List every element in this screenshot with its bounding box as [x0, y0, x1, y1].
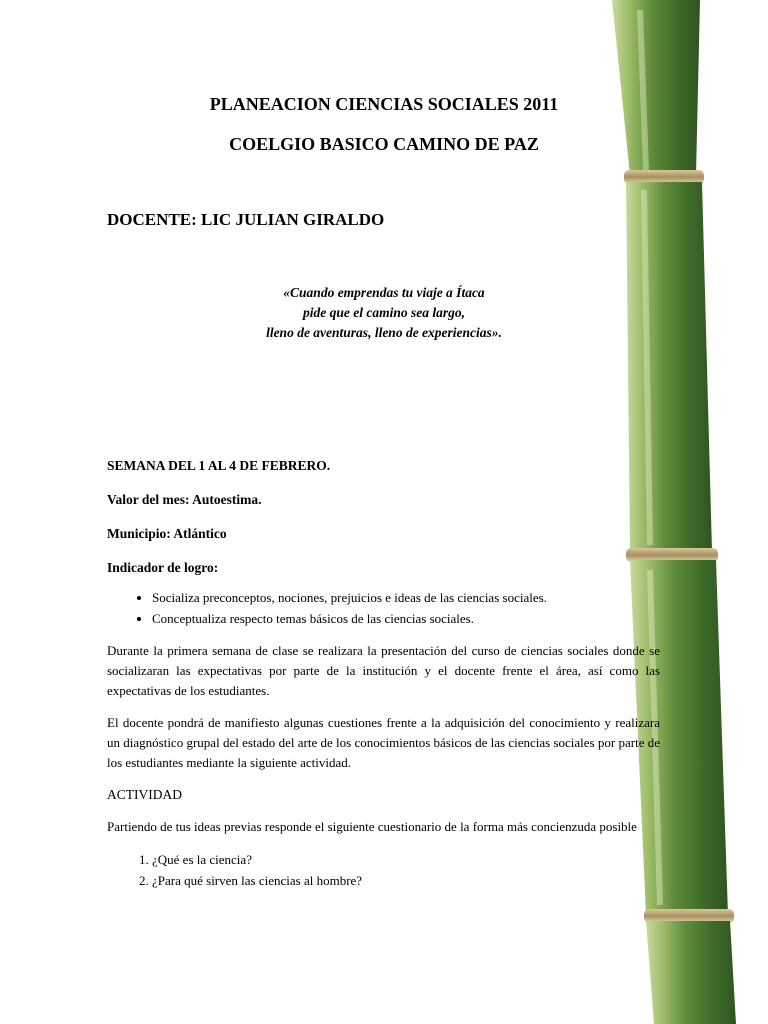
activity-heading: ACTIVIDAD — [107, 787, 182, 802]
paragraph-instructions: Partiendo de tus ideas previas responde el siguiente cuestionario de la forma más concienzuda posible — [107, 819, 637, 834]
quote-line: pide que el camino sea largo, — [303, 305, 465, 320]
teacher-name: DOCENTE: LIC JULIAN GIRALDO — [107, 210, 385, 229]
paragraph-diagnostic: El docente pondrá de manifiesto algunas cuestiones frente a la adquisición del conocimiento y realizara un diagnóstico grupal del estado del arte de los conocimientos básicos de las ciencias sociales por parte de los estudiantes mediante la siguiente actividad. — [107, 715, 660, 770]
quote-line: «Cuando emprendas tu viaje a Ítaca — [283, 285, 485, 300]
list-item: 2. ¿Para qué sirven las ciencias al hombre? — [152, 870, 660, 891]
question-list — [107, 849, 660, 891]
quote-line: lleno de aventuras, lleno de experiencias». — [266, 325, 502, 340]
list-item: • Socializa preconceptos, nociones, prejuicios e ideas de las ciencias sociales. — [152, 587, 660, 608]
school-name: COELGIO BASICO CAMINO DE PAZ — [229, 134, 539, 154]
municipality: Municipio: Atlántico — [107, 526, 227, 541]
value-of-month: Valor del mes: Autoestima. — [107, 492, 262, 507]
list-item: • Conceptualiza respecto temas básicos de las ciencias sociales. — [152, 608, 660, 629]
list-item: 1. ¿Qué es la ciencia? — [152, 849, 660, 870]
epigraph-quote — [0, 283, 768, 343]
indicator-list — [107, 587, 660, 629]
week-heading: SEMANA DEL 1 AL 4 DE FEBRERO. — [107, 458, 331, 473]
document-title: PLANEACION CIENCIAS SOCIALES 2011 — [209, 94, 559, 114]
document-body — [107, 457, 660, 891]
paragraph-intro: Durante la primera semana de clase se realizara la presentación del curso de ciencias sociales donde se socializaran las expectativas por parte de la institución y el docente frente el área, así como las expectativas de los estudiantes. — [107, 643, 660, 698]
indicator-heading: Indicador de logro: — [107, 560, 219, 575]
